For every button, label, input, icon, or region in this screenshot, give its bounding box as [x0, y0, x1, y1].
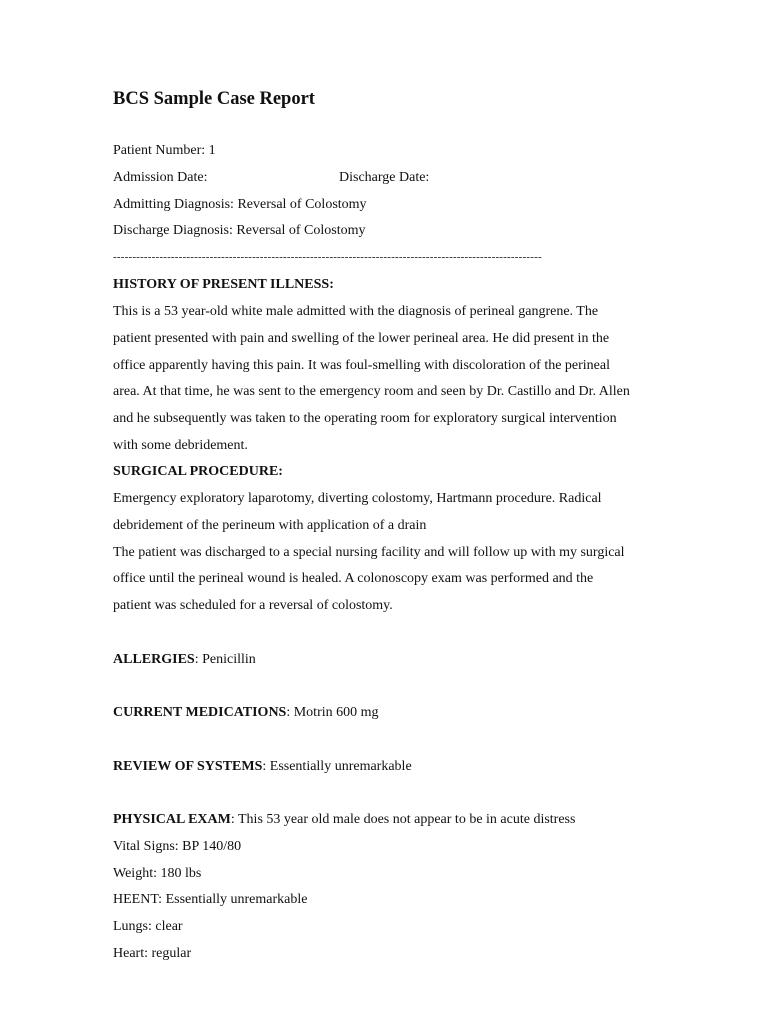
physical-value: : This 53 year old male does not appear to be in acute distress [230, 812, 576, 827]
allergies-label: ALLERGIES [113, 652, 195, 667]
history-line: office apparently having this pain. It was foul-smelling with discoloration of the perineal [113, 358, 610, 373]
surgical-line: Emergency exploratory laparotomy, diverting colostomy, Hartmann procedure. Radical [113, 491, 602, 506]
history-heading: HISTORY OF PRESENT ILLNESS: [113, 277, 334, 292]
lungs: Lungs: clear [113, 919, 183, 934]
history-line: area. At that time, he was sent to the emergency room and seen by Dr. Castillo and Dr. Allen [113, 384, 630, 399]
history-line: patient presented with pain and swelling of the lower perineal area. He did present in the [113, 331, 610, 346]
review-label: REVIEW OF SYSTEMS [113, 759, 263, 774]
admitting-diagnosis: Admitting Diagnosis: Reversal of Colostomy [113, 197, 367, 212]
history-line: and he subsequently was taken to the operating room for exploratory surgical intervention [113, 411, 617, 426]
section-divider: --------------------------------------------------------------------------------------------------------------- [113, 251, 542, 263]
history-line: This is a 53 year-old white male admitted with the diagnosis of perineal gangrene. The [113, 304, 599, 319]
surgical-line: debridement of the perineum with application of a drain [113, 518, 427, 533]
review-entry [113, 758, 412, 776]
surgical-line: office until the perineal wound is healed. A colonoscopy exam was performed and the [113, 571, 594, 586]
discharge-date: Discharge Date: [339, 170, 430, 185]
admission-date: Admission Date: [113, 170, 208, 185]
vital-signs: Vital Signs: BP 140/80 [113, 839, 242, 854]
physical-entry [113, 811, 575, 829]
surgical-line: patient was scheduled for a reversal of colostomy. [113, 598, 393, 613]
allergies-value: : Penicillin [194, 652, 256, 667]
surgical-heading: SURGICAL PROCEDURE: [113, 464, 283, 479]
medications-entry [113, 704, 379, 722]
allergies-entry [113, 651, 256, 669]
review-value: : Essentially unremarkable [262, 759, 412, 774]
discharge-diagnosis: Discharge Diagnosis: Reversal of Colostomy [113, 223, 366, 238]
physical-label: PHYSICAL EXAM [113, 812, 231, 827]
weight: Weight: 180 lbs [113, 866, 202, 881]
medications-label: CURRENT MEDICATIONS [113, 705, 287, 720]
document-title: BCS Sample Case Report [113, 89, 315, 109]
heent: HEENT: Essentially unremarkable [113, 892, 308, 907]
medications-value: : Motrin 600 mg [286, 705, 379, 720]
patient-number: Patient Number: 1 [113, 143, 216, 158]
history-line: with some debridement. [113, 438, 248, 453]
surgical-line: The patient was discharged to a special nursing facility and will follow up with my surgical [113, 545, 625, 560]
heart: Heart: regular [113, 946, 192, 961]
